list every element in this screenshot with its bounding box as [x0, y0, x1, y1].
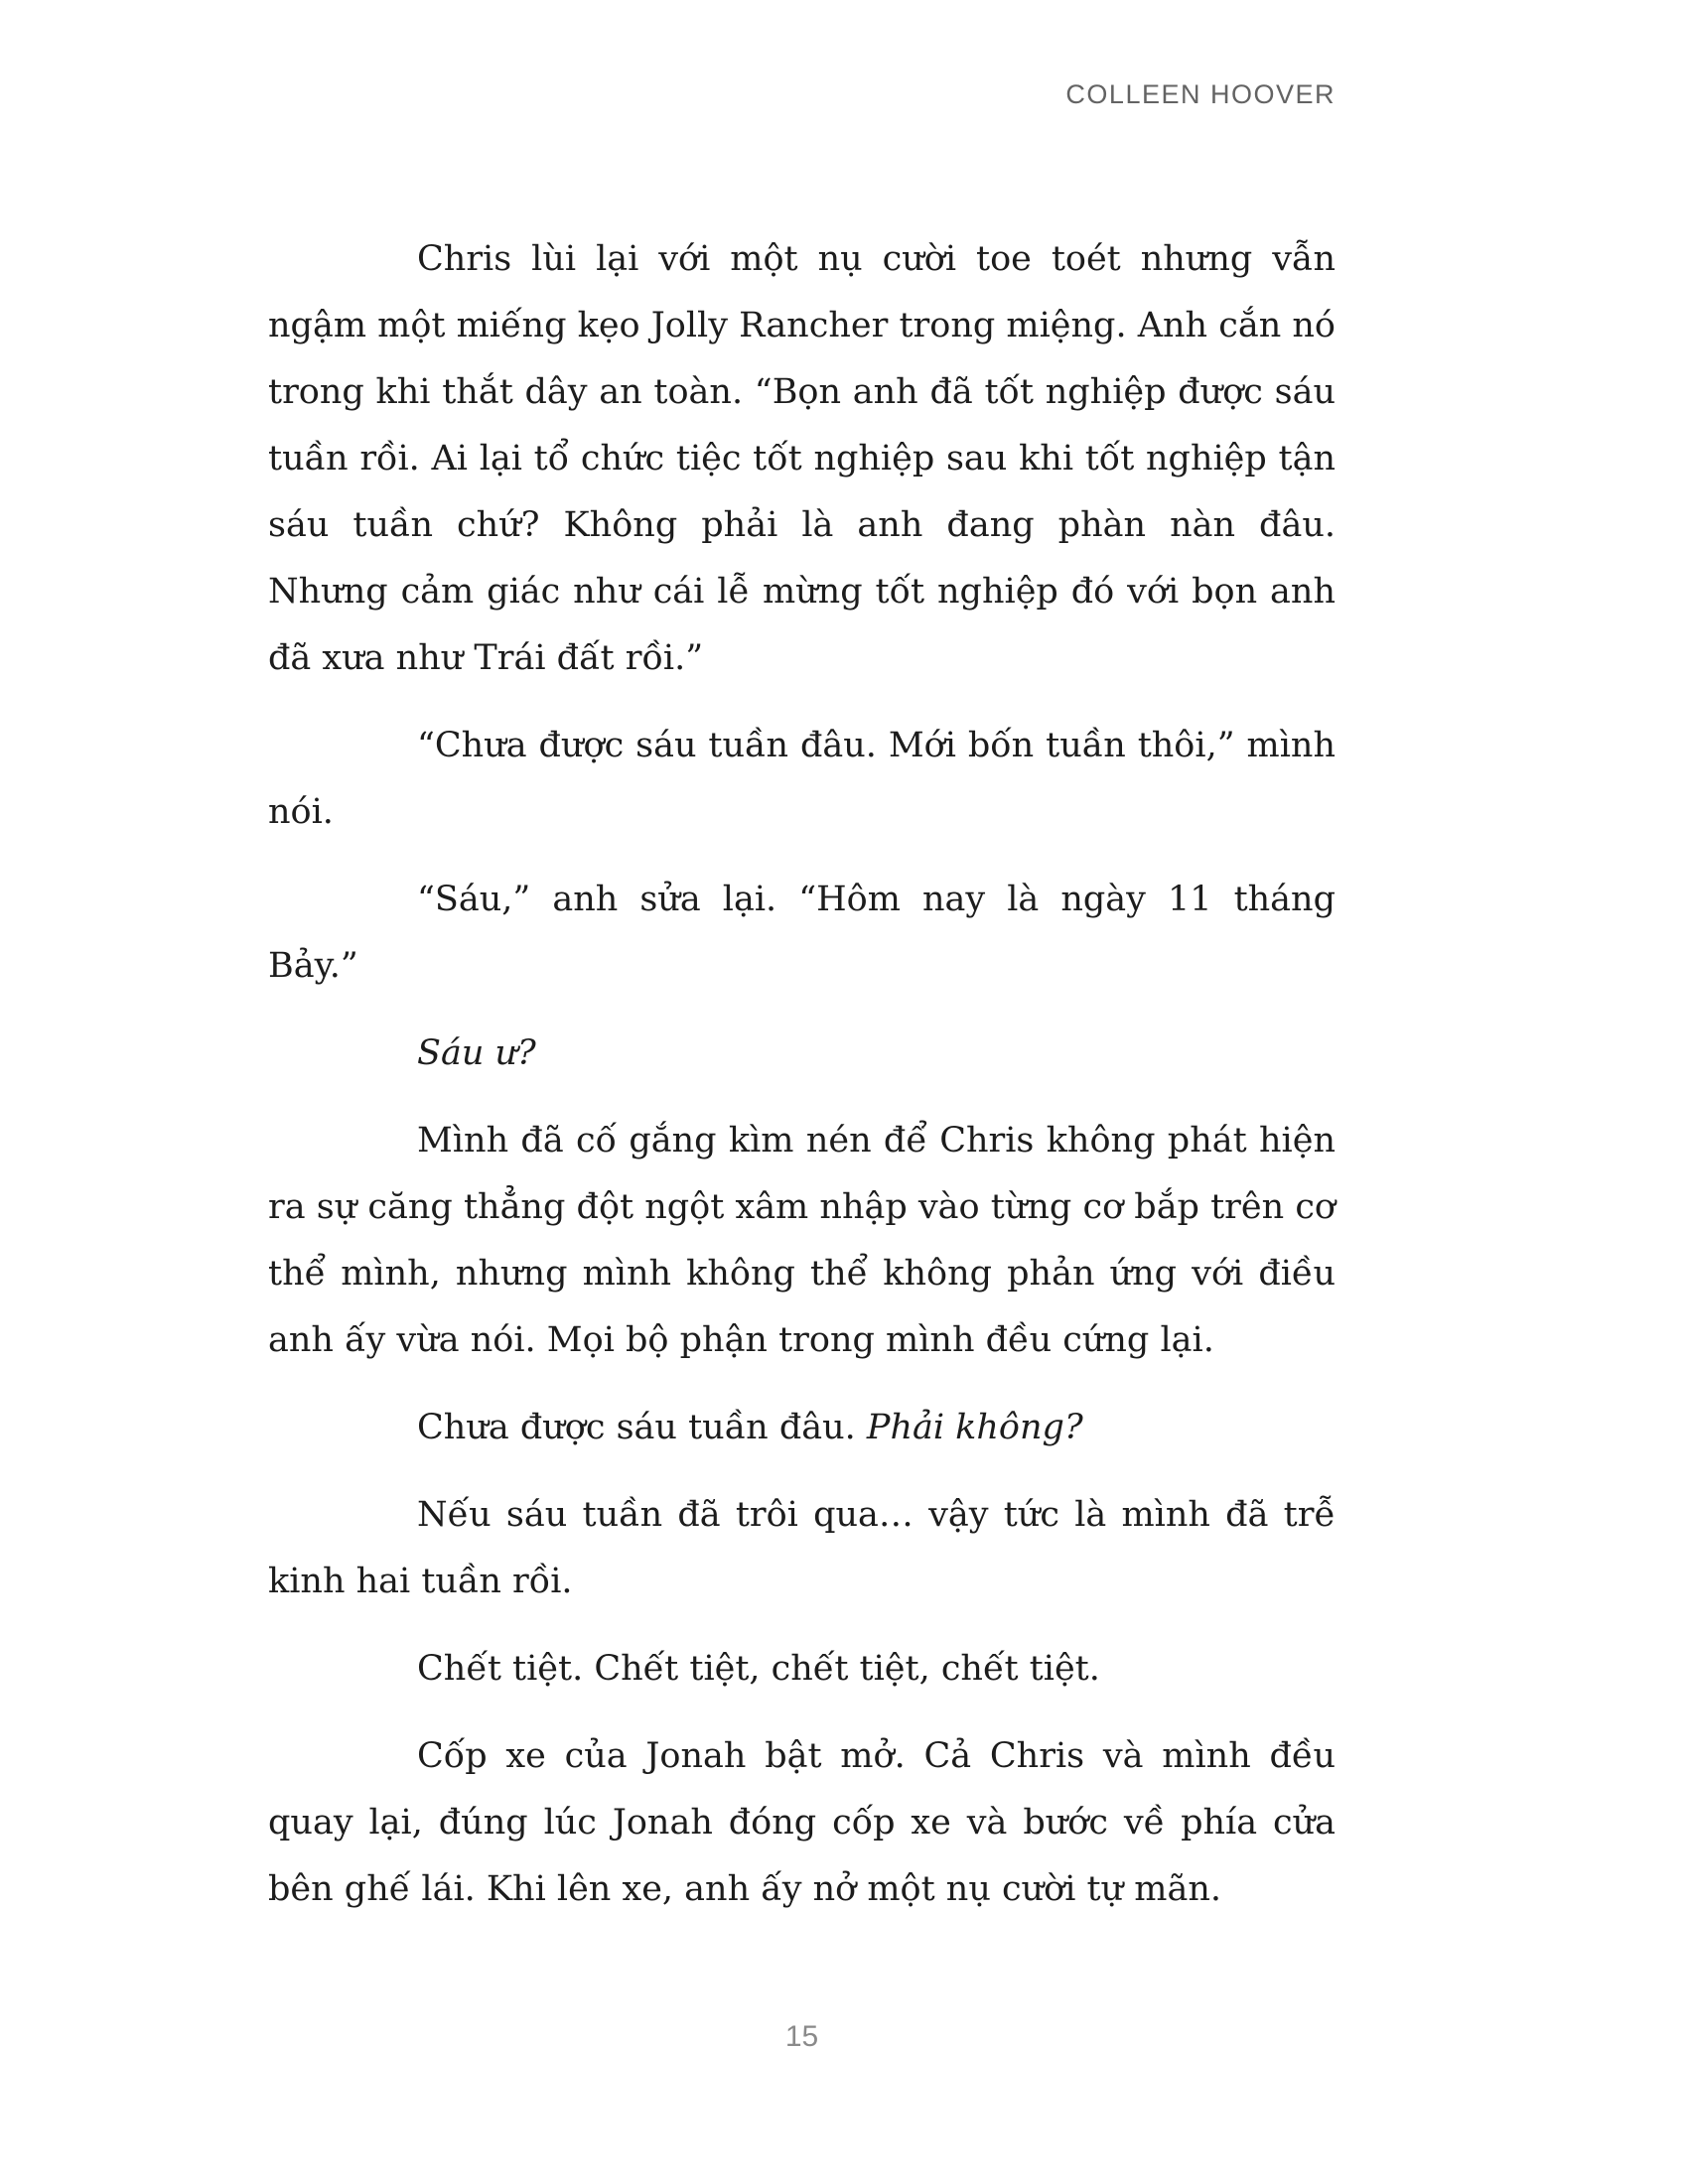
paragraph	[268, 1395, 1336, 1461]
text-segment: “Sáu,” anh sửa lại. “Hôm nay là ngày 11 tháng Bảy.”	[268, 880, 1336, 986]
text-segment: Chưa được sáu tuần đâu.	[417, 1408, 856, 1447]
text-segment: Cốp xe của Jonah bật mở. Cả Chris và mình đều quay lại, đúng lúc Jonah đóng cốp xe và bước về phía cửa bên ghế lái. Khi lên xe, anh ấy nở một nụ cười tự mãn.	[268, 1736, 1336, 1909]
paragraph	[268, 1723, 1336, 1923]
text-segment: Sáu ư?	[417, 1033, 536, 1073]
page-body	[268, 226, 1336, 1944]
paragraph	[268, 1636, 1336, 1703]
text-segment: Chết tiệt. Chết tiệt, chết tiệt, chết tiệt.	[417, 1649, 1100, 1689]
paragraph	[268, 1482, 1336, 1615]
page-number: 15	[784, 2020, 819, 2053]
paragraph	[268, 713, 1336, 846]
author-name: COLLEEN HOOVER	[1065, 79, 1336, 109]
paragraph	[268, 1021, 1336, 1087]
paragraph	[268, 1108, 1336, 1374]
paragraph	[268, 867, 1336, 1000]
text-segment: Phải không?	[866, 1408, 1083, 1447]
page-footer	[268, 2020, 1336, 2054]
text-segment: “Chưa được sáu tuần đâu. Mới bốn tuần thôi,” mình nói.	[268, 726, 1336, 832]
text-segment: Chris lùi lại với một nụ cười toe toét nhưng vẫn ngậm một miếng kẹo Jolly Rancher trong miệng. Anh cắn nó trong khi thắt dây an toàn. “Bọn anh đã tốt nghiệp được sáu tuần rồi. Ai lại tổ chức tiệc tốt nghiệp sau khi tốt nghiệp tận sáu tuần chứ? Không phải là anh đang phàn nàn đâu. Nhưng cảm giác như cái lễ mừng tốt nghiệp đó với bọn anh đã xưa như Trái đất rồi.”	[268, 239, 1336, 678]
text-segment: Mình đã cố gắng kìm nén để Chris không phát hiện ra sự căng thẳng đột ngột xâm nhập vào từng cơ bắp trên cơ thể mình, nhưng mình không thể không phản ứng với điều anh ấy vừa nói. Mọi bộ phận trong mình đều cứng lại.	[268, 1121, 1336, 1360]
paragraph	[268, 226, 1336, 692]
running-header	[268, 79, 1336, 110]
text-segment: Nếu sáu tuần đã trôi qua… vậy tức là mình đã trễ kinh hai tuần rồi.	[268, 1495, 1336, 1601]
